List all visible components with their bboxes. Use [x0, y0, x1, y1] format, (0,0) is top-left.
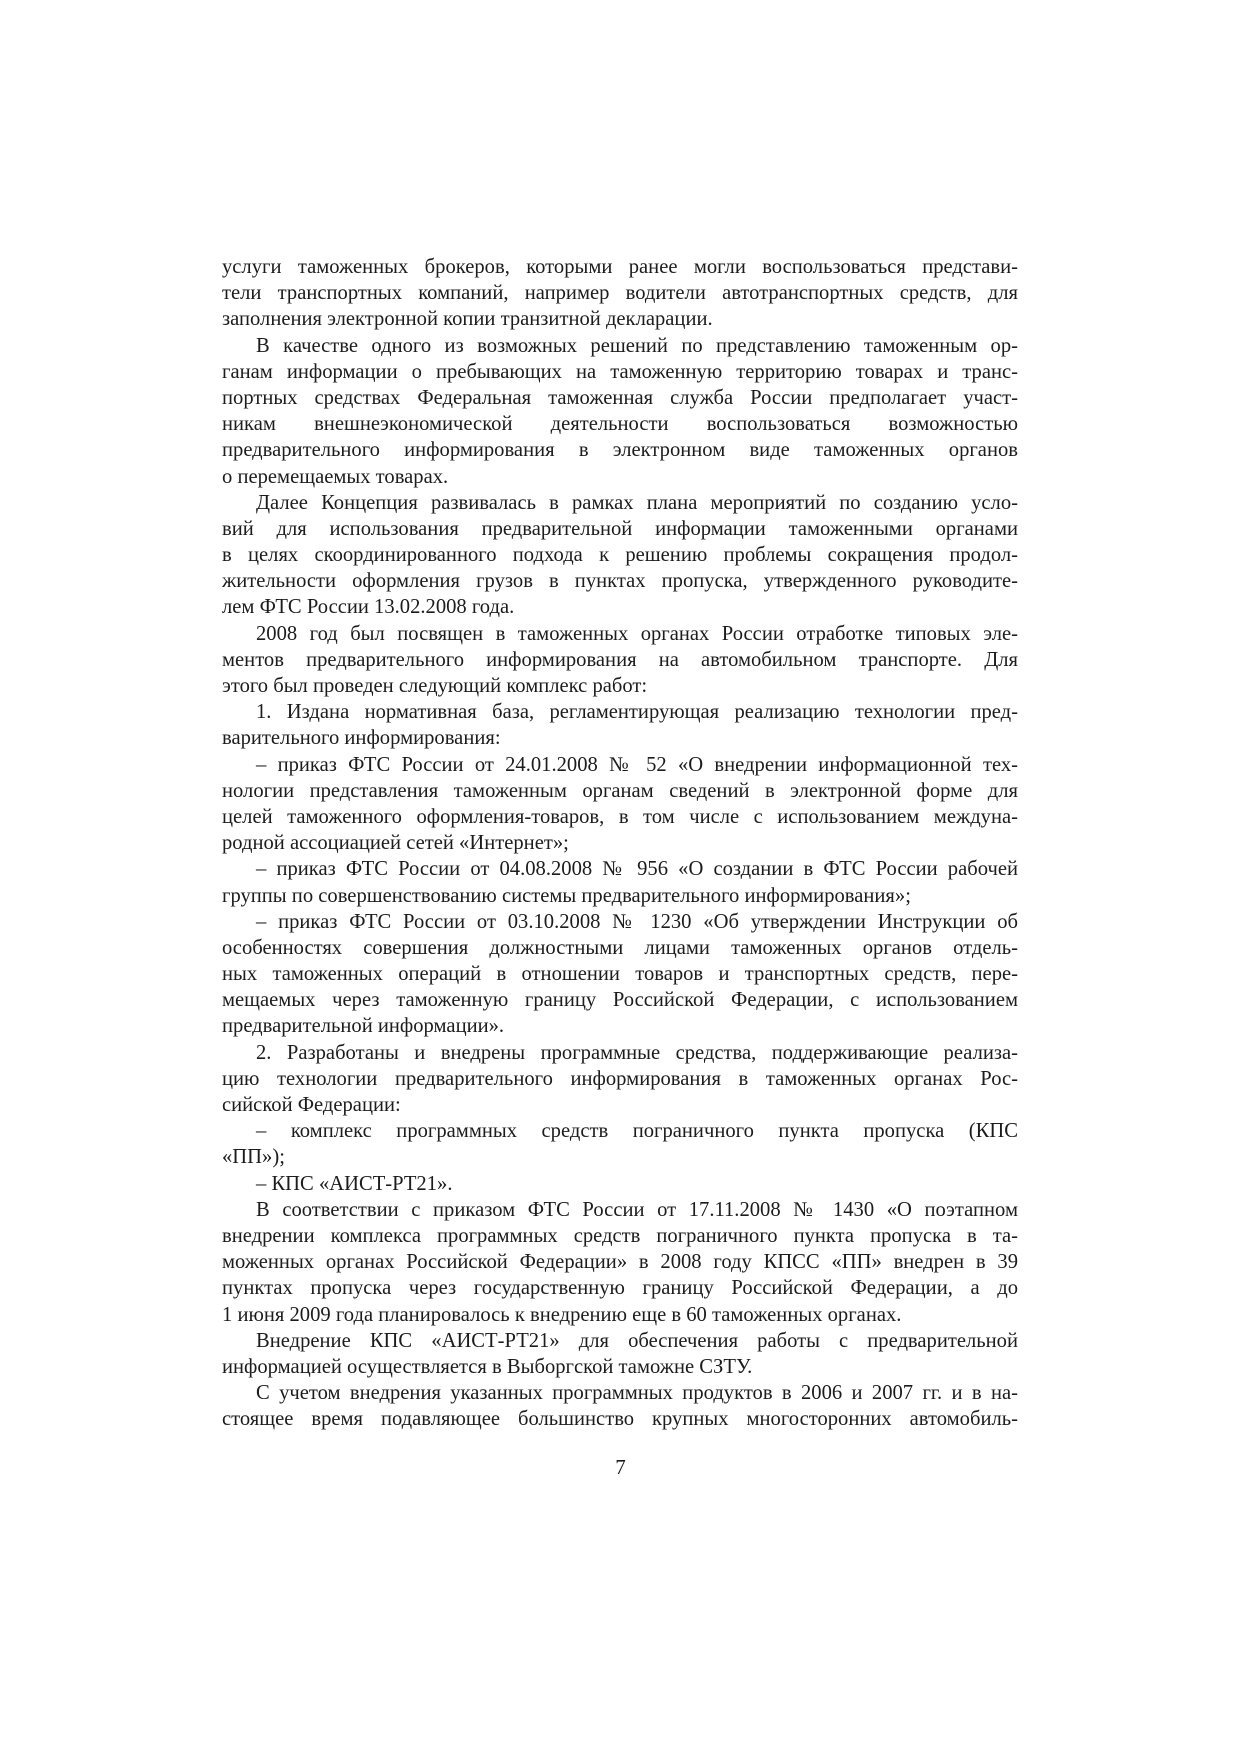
- text-line: стоящее время подавляющее большинство крупных многосторонних автомобиль-: [222, 1408, 1018, 1431]
- text-line: этого был проведен следующий комплекс работ:: [222, 675, 648, 697]
- page-number: 7: [615, 1455, 626, 1479]
- text-line: особенностях совершения должностными лицами таможенных органов отдель-: [222, 936, 1018, 959]
- text-line: целей таможенного оформления-товаров, в том числе с использованием междуна-: [222, 805, 1018, 828]
- text-line: ганам информации о пребывающих на таможенную территорию товарах и транс-: [222, 360, 1018, 383]
- text-line: мещаемых через таможенную границу Российской Федерации, с использованием: [222, 989, 1018, 1012]
- text-line: внедрении комплекса программных средств пограничного пункта пропуска в та-: [222, 1224, 1018, 1247]
- text-line: – КПС «АИСТ-РТ21».: [256, 1172, 453, 1195]
- text-line: моженных органах Российской Федерации» в 2008 году КПСС «ПП» внедрен в 39: [222, 1251, 1018, 1274]
- text-line: вий для использования предварительной информации таможенными органами: [222, 517, 1018, 540]
- text-line: ных таможенных операций в отношении товаров и транспортных средств, пере-: [222, 963, 1018, 986]
- text-line: группы по совершенствованию системы предварительного информирования»;: [222, 884, 911, 907]
- text-line: 2. Разработаны и внедрены программные средства, поддерживающие реализа-: [256, 1041, 1018, 1064]
- text-line: В качестве одного из возможных решений по представлению таможенным ор-: [256, 334, 1018, 357]
- text-line: сийской Федерации:: [222, 1094, 401, 1116]
- text-line: цию технологии предварительного информирования в таможенных органах Рос-: [222, 1067, 1018, 1090]
- text-line: – приказ ФТС России от 04.08.2008 № 956 «О создании в ФТС России рабочей: [256, 858, 1018, 881]
- text-line: никам внешнеэкономической деятельности воспользоваться возможностью: [222, 413, 1018, 436]
- text-line: услуги таможенных брокеров, которыми ранее могли воспользоваться представи-: [222, 256, 1018, 278]
- text-line: нологии представления таможенным органам сведений в электронной форме для: [222, 779, 1018, 802]
- text-line: 1. Издана нормативная база, регламентирующая реализацию технологии пред-: [256, 701, 1018, 724]
- text-line: С учетом внедрения указанных программных продуктов в 2006 и 2007 гг. и в на-: [256, 1382, 1018, 1405]
- text-line: В соответствии с приказом ФТС России от 17.11.2008 № 1430 «О поэтапном: [256, 1198, 1018, 1221]
- text-line: – приказ ФТС России от 24.01.2008 № 52 «О внедрении информационной тех-: [256, 753, 1018, 776]
- text-line: портных средствах Федеральная таможенная служба России предполагает участ-: [222, 386, 1018, 409]
- text-line: предварительной информации».: [222, 1015, 505, 1038]
- text-line: ментов предварительного информирования на автомобильном транспорте. Для: [222, 648, 1018, 671]
- text-line: Внедрение КПС «АИСТ-РТ21» для обеспечения работы с предварительной: [256, 1329, 1018, 1352]
- page-body: [222, 254, 1018, 1432]
- text-line: Далее Концепция развивалась в рамках плана мероприятий по созданию усло-: [256, 491, 1018, 514]
- text-line: предварительного информирования в электронном виде таможенных органов: [222, 439, 1018, 462]
- text-line: – приказ ФТС России от 03.10.2008 № 1230 «Об утверждении Инструкции об: [256, 910, 1018, 933]
- text-line: 1 июня 2009 года планировалось к внедрению еще в 60 таможенных органах.: [222, 1303, 902, 1326]
- text-line: – комплекс программных средств пограничного пункта пропуска (КПС: [256, 1120, 1018, 1143]
- text-line: жительности оформления грузов в пунктах пропуска, утвержденного руководите-: [222, 570, 1018, 593]
- text-line: в целях скоординированного подхода к решению проблемы сокращения продол-: [222, 544, 1018, 567]
- text-line: варительного информирования:: [222, 727, 501, 750]
- text-line: родной ассоциацией сетей «Интернет»;: [222, 832, 569, 855]
- text-line: 2008 год был посвящен в таможенных органах России отработке типовых эле-: [256, 622, 1018, 645]
- text-line: пунктах пропуска через государственную границу Российской Федерации, а до: [222, 1277, 1018, 1300]
- text-line: лем ФТС России 13.02.2008 года.: [222, 596, 515, 619]
- text-line: о перемещаемых товарах.: [222, 465, 449, 488]
- text-line: заполнения электронной копии транзитной декларации.: [222, 308, 713, 331]
- text-line: «ПП»);: [222, 1146, 285, 1169]
- text-line: информацией осуществляется в Выборгской таможне СЗТУ.: [222, 1355, 753, 1378]
- text-line: тели транспортных компаний, например водители автотранспортных средств, для: [222, 282, 1018, 305]
